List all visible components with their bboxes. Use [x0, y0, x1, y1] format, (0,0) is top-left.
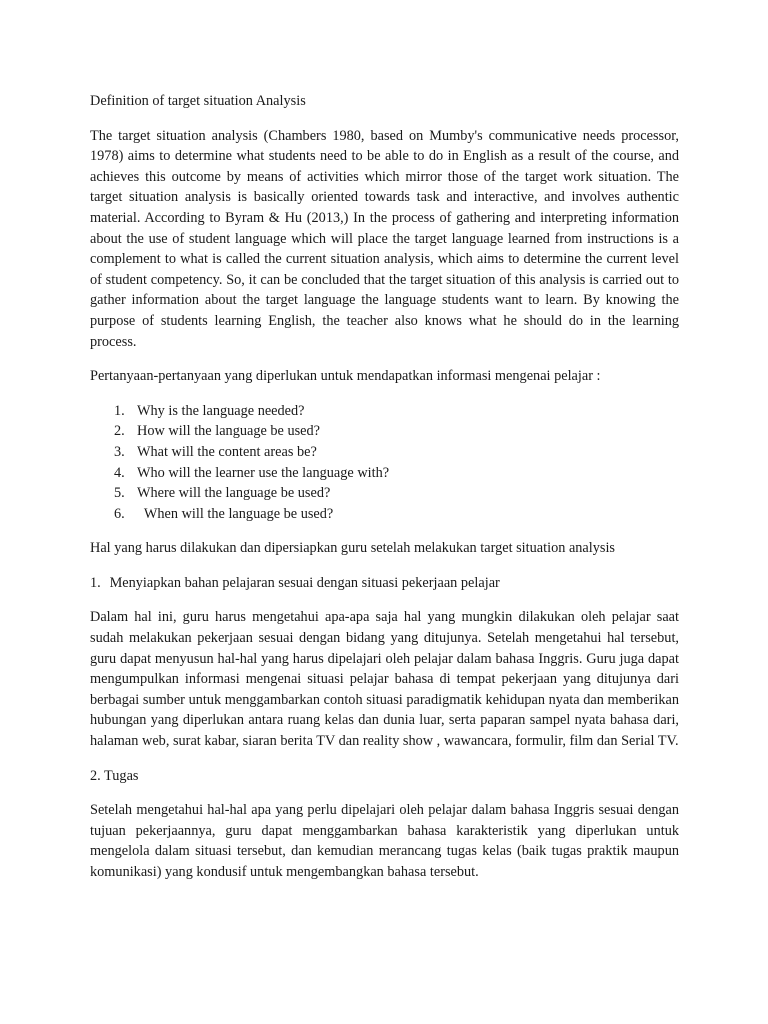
- section-1-title: [90, 573, 679, 594]
- list-item: [114, 463, 679, 484]
- list-item: [114, 401, 679, 422]
- list-item-number: 5.: [114, 485, 125, 502]
- section-1-body: Dalam hal ini, guru harus mengetahui apa-apa saja hal yang mungkin dilakukan oleh pelajar saat sudah melakukan pekerjaan sesuai dengan bidang yang ditujunya. Setelah mengetahui hal tersebut, guru dapat menyusun hal-hal yang harus dipelajari oleh pelajar dalam bahasa Inggris. Guru juga dapat mengumpulkan informasi mengenai situasi pelajar bahasa di tempat pekerjaan yang ditujunya dari berbagai sumber untuk menggambarkan contoh situasi paradigmatik kehidupan nyata dan memberikan hubungan yang diperlukan antara ruang kelas dan dunia luar, serta paparan sampel nyata bahasa dari, halaman web, surat kabar, siaran berita TV dan reality show , wawancara, formulir, film dan Serial TV.: [90, 609, 679, 750]
- list-item: [114, 421, 679, 442]
- list-item-number: 2.: [114, 423, 125, 440]
- intro-paragraph: The target situation analysis (Chambers 1980, based on Mumby's communicative needs processor, 1978) aims to determine what students need to be able to do in English as a result of the course, and achieves this outcome by means of activities which mirror those of the target work situation. The target situation analysis is basically oriented towards task and interactive, and involves authentic material. According to Byram & Hu (2013,) In the process of gathering and interpreting information about the use of student language which will place the target language learned from instructions is a complement to what is called the current situation analysis, which aims to determine the current level of student competency. So, it can be concluded that the target situation of this analysis is carried out to gather information about the target language the language students want to learn. By knowing the purpose of students learning English, the teacher also knows what he should do in the learning process.: [90, 127, 679, 350]
- list-item-text: How will the language be used?: [137, 423, 321, 440]
- document-page: [90, 91, 679, 897]
- document-title: Definition of target situation Analysis: [90, 93, 306, 109]
- list-item-number: 1.: [114, 402, 125, 419]
- list-item-number: 3.: [114, 443, 125, 460]
- list-item: [114, 504, 679, 525]
- list-item-text: When will the language be used?: [137, 505, 334, 522]
- section-2-title: 2. Tugas: [90, 767, 139, 784]
- questions-intro: Pertanyaan-pertanyaan yang diperlukan untuk mendapatkan informasi mengenai pelajar :: [90, 368, 601, 385]
- list-item-number: 6.: [114, 505, 125, 522]
- list-item: [114, 483, 679, 504]
- preparation-heading: Hal yang harus dilakukan dan dipersiapkan guru setelah melakukan target situation analysis: [90, 540, 615, 557]
- list-item: [114, 442, 679, 463]
- list-item-number: 4.: [114, 464, 125, 481]
- questions-list: [90, 401, 679, 525]
- list-item-text: Where will the language be used?: [137, 485, 331, 502]
- list-item-text: Why is the language needed?: [137, 402, 305, 419]
- list-item-text: What will the content areas be?: [137, 443, 317, 460]
- section-1-title-text: Menyiapkan bahan pelajaran sesuai dengan situasi pekerjaan pelajar: [109, 574, 500, 591]
- section-1-number: 1.: [90, 574, 101, 591]
- section-2-body: Setelah mengetahui hal-hal apa yang perlu dipelajari oleh pelajar dalam bahasa Inggris sesuai dengan tujuan pekerjaannya, guru dapat menggambarkan bahasa karakteristik yang diperlukan untuk mengelola dalam situasi tersebut, dan kemudian merancang tugas kelas (baik tugas praktik maupun komunikasi) yang kondusif untuk mengembangkan bahasa tersebut.: [90, 802, 679, 880]
- list-item-text: Who will the learner use the language with?: [137, 464, 390, 481]
